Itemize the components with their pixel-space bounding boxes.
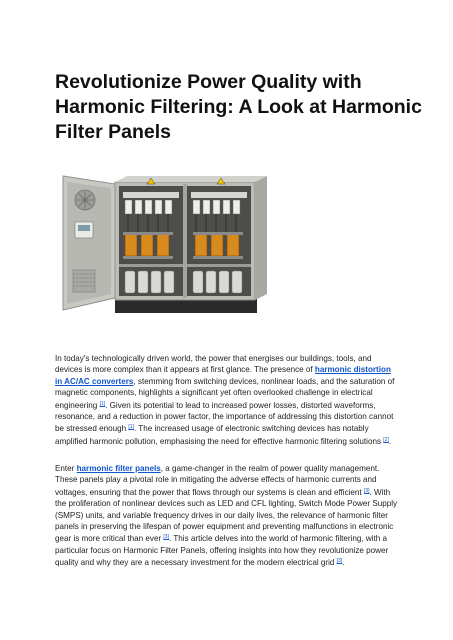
inline-link[interactable]: harmonic distortion in AC/AC converters (55, 365, 391, 386)
inline-link[interactable]: harmonic filter panels (76, 464, 161, 473)
text-run: In today's technologically driven world, the power that energises our buildings, tools, and devices is more complex than it appears at first glance. The presence of (55, 354, 372, 375)
text-run: . (388, 436, 392, 446)
text-run: . The increased usage of electronic switching devices has notably amplified harmonic pollution, emphasising the need for effective harmonic filtering solutions (55, 424, 384, 446)
text-run: . With the proliferation of nonlinear devices such as LED and CFL lighting, Switch Mode Power Supply (SMPS) units, and variable frequency drives in our daily lives, the relevance of harmonic filter panels in preserving the lifespan of power equipment and preventing malfunctions in electronic gear is more critical than ever (55, 487, 398, 544)
citation-ref[interactable]: [1] (99, 400, 106, 407)
harmonic-filter-panel-image (55, 170, 270, 340)
citation-ref[interactable]: [3] (363, 487, 370, 494)
intro-paragraph (55, 353, 400, 447)
text-run: Enter (55, 464, 77, 473)
citation-ref[interactable]: [2] (383, 436, 389, 443)
citation-ref[interactable]: [1] (128, 424, 134, 431)
text-run: , a game-changer in the realm of power quality management. These panels play a pivotal role in mitigating the adverse effects of harmonic currents and voltages, ensuring that the power that flows through our systems is clean and efficient (55, 464, 380, 497)
page-title: Revolutionize Power Quality with Harmonic Filtering: A Look at Harmonic Filter Panels (55, 71, 422, 143)
text-run: . This article delves into the world of harmonic filtering, with a particular focus on Harmonic Filter Panels, offering insights into how they revolutionize power quality and why they are a necessary investment for the modern electrical grid (55, 534, 389, 568)
harmonic-filter-paragraph (55, 463, 400, 569)
citation-ref[interactable]: [3] (336, 558, 343, 565)
text-run: . (342, 558, 345, 568)
citation-ref[interactable]: [3] (163, 534, 169, 541)
text-run: . Given its potential to lead to increased power losses, distorted waveforms, resonance, and a reduction in power factor, the importance of addressing this distortion cannot be stressed enough (55, 400, 394, 434)
text-run: , stemming from switching devices, nonlinear loads, and the saturation of magnetic components, highlights a significant yet often overlooked challenge in electrical engineering (55, 376, 395, 410)
